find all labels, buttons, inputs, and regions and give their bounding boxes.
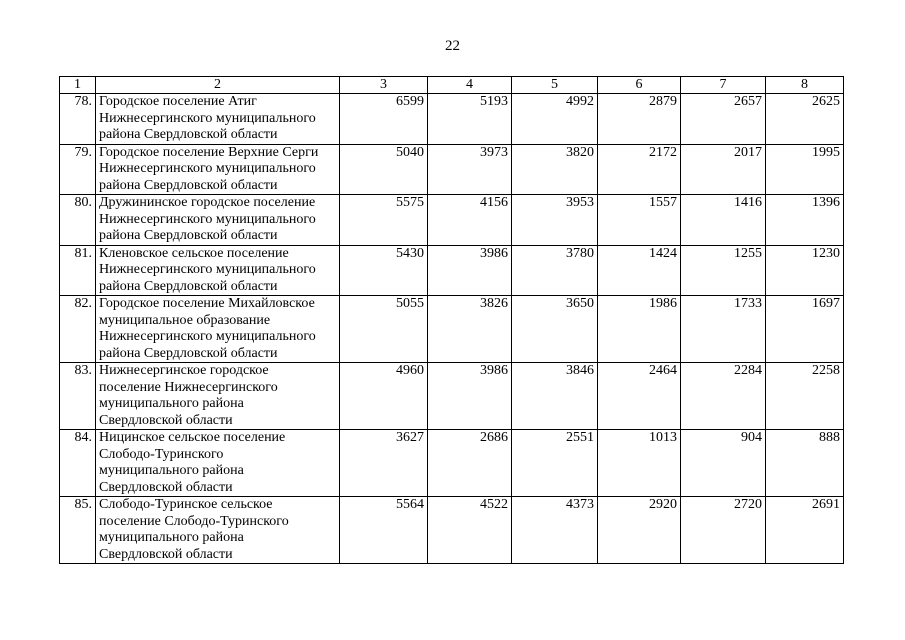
header-cell-6: 6: [598, 77, 681, 94]
table-row: [60, 497, 844, 564]
value-col-3: 5040: [340, 144, 428, 195]
value-col-5: 3820: [512, 144, 598, 195]
value-col-8: 888: [766, 430, 844, 497]
row-number: 81.: [60, 245, 96, 296]
municipality-name-line: Свердловской области: [99, 479, 233, 495]
header-cell-5: 5: [512, 77, 598, 94]
value-col-6: 1557: [598, 195, 681, 246]
header-cell-2: 2: [96, 77, 340, 94]
municipality-name-line: Свердловской области: [99, 412, 233, 428]
municipality-name-line: Городское поселение Михайловское: [99, 296, 315, 311]
municipality-name-line: Городское поселение Верхние Серги: [99, 144, 319, 160]
value-col-8: 1396: [766, 195, 844, 246]
municipality-name-line: Слободо-Туринского: [99, 446, 224, 462]
row-number: 85.: [60, 497, 96, 564]
value-col-5: 3953: [512, 195, 598, 246]
row-number: 80.: [60, 195, 96, 246]
value-col-8: 1697: [766, 296, 844, 363]
municipality-name: [96, 94, 340, 145]
value-col-7: 904: [681, 430, 766, 497]
municipality-name-line: Кленовское сельское поселение: [99, 245, 289, 261]
municipality-name-line: муниципального района: [99, 463, 244, 478]
municipality-name: [96, 497, 340, 564]
table-header: [60, 77, 844, 94]
value-col-6: 1424: [598, 245, 681, 296]
municipality-name-line: Свердловской области: [99, 546, 233, 562]
municipality-name-line: Городское поселение Атиг: [99, 94, 257, 109]
value-col-7: 2720: [681, 497, 766, 564]
value-col-7: 1733: [681, 296, 766, 363]
value-col-4: 3986: [428, 245, 512, 296]
row-number: 82.: [60, 296, 96, 363]
row-number: 84.: [60, 430, 96, 497]
municipality-name-line: Нижнесергинское городское: [99, 363, 269, 378]
table-row: [60, 430, 844, 497]
header-cell-4: 4: [428, 77, 512, 94]
value-col-4: 3973: [428, 144, 512, 195]
table-row: [60, 245, 844, 296]
data-table: [59, 76, 844, 564]
municipality-name-line: Нижнесергинского муниципального: [99, 329, 316, 344]
value-col-4: 3826: [428, 296, 512, 363]
municipality-name-line: района Свердловской области: [99, 228, 278, 243]
municipality-name: [96, 245, 340, 296]
value-col-5: 4992: [512, 94, 598, 145]
municipality-name: [96, 144, 340, 195]
municipality-name: [96, 430, 340, 497]
municipality-name-line: поселение Слободо-Туринского: [99, 513, 289, 529]
municipality-name-line: Нижнесергинского муниципального: [99, 161, 316, 176]
value-col-7: 1255: [681, 245, 766, 296]
value-col-8: 1995: [766, 144, 844, 195]
value-col-8: 2258: [766, 363, 844, 430]
value-col-8: 2691: [766, 497, 844, 564]
municipality-name-line: Нижнесергинского муниципального: [99, 211, 316, 227]
value-col-3: 5430: [340, 245, 428, 296]
value-col-6: 2172: [598, 144, 681, 195]
value-col-3: 5564: [340, 497, 428, 564]
municipality-name-line: Нижнесергинского муниципального: [99, 110, 316, 126]
value-col-6: 1986: [598, 296, 681, 363]
row-number: 83.: [60, 363, 96, 430]
value-col-3: 6599: [340, 94, 428, 145]
municipality-name-line: муниципального района: [99, 396, 244, 411]
municipality-name-line: поселение Нижнесергинского: [99, 379, 278, 395]
value-col-3: 5575: [340, 195, 428, 246]
table-row: [60, 94, 844, 145]
value-col-6: 2879: [598, 94, 681, 145]
header-cell-3: 3: [340, 77, 428, 94]
value-col-7: 2017: [681, 144, 766, 195]
municipality-name-line: муниципальное образование: [99, 312, 271, 328]
municipality-name: [96, 195, 340, 246]
value-col-6: 2920: [598, 497, 681, 564]
value-col-3: 3627: [340, 430, 428, 497]
row-number: 78.: [60, 94, 96, 145]
table-row: [60, 195, 844, 246]
municipality-name: [96, 363, 340, 430]
value-col-4: 2686: [428, 430, 512, 497]
header-cell-8: 8: [766, 77, 844, 94]
municipality-name-line: района Свердловской области: [99, 278, 278, 294]
value-col-7: 2284: [681, 363, 766, 430]
table-row: [60, 296, 844, 363]
municipality-name-line: Слободо-Туринское сельское: [99, 497, 273, 512]
value-col-5: 3780: [512, 245, 598, 296]
table-row: [60, 144, 844, 195]
municipality-name-line: района Свердловской области: [99, 177, 278, 193]
header-cell-7: 7: [681, 77, 766, 94]
value-col-7: 1416: [681, 195, 766, 246]
value-col-5: 3846: [512, 363, 598, 430]
municipality-name-line: Дружининское городское поселение: [99, 195, 316, 210]
header-row: [60, 77, 844, 94]
municipality-name-line: Нижнесергинского муниципального: [99, 262, 316, 277]
value-col-7: 2657: [681, 94, 766, 145]
table-row: [60, 363, 844, 430]
table-body: [60, 94, 844, 564]
value-col-6: 2464: [598, 363, 681, 430]
value-col-8: 2625: [766, 94, 844, 145]
value-col-4: 3986: [428, 363, 512, 430]
page-number: 22: [445, 38, 460, 54]
row-number: 79.: [60, 144, 96, 195]
municipality-name-line: района Свердловской области: [99, 127, 278, 142]
value-col-8: 1230: [766, 245, 844, 296]
municipality-name: [96, 296, 340, 363]
municipality-name-line: муниципального района: [99, 530, 244, 545]
value-col-4: 4522: [428, 497, 512, 564]
value-col-6: 1013: [598, 430, 681, 497]
municipality-name-line: района Свердловской области: [99, 345, 278, 361]
value-col-4: 4156: [428, 195, 512, 246]
header-cell-1: 1: [60, 77, 96, 94]
value-col-4: 5193: [428, 94, 512, 145]
value-col-5: 3650: [512, 296, 598, 363]
value-col-3: 5055: [340, 296, 428, 363]
value-col-5: 2551: [512, 430, 598, 497]
value-col-5: 4373: [512, 497, 598, 564]
municipality-name-line: Ницинское сельское поселение: [99, 430, 286, 445]
value-col-3: 4960: [340, 363, 428, 430]
